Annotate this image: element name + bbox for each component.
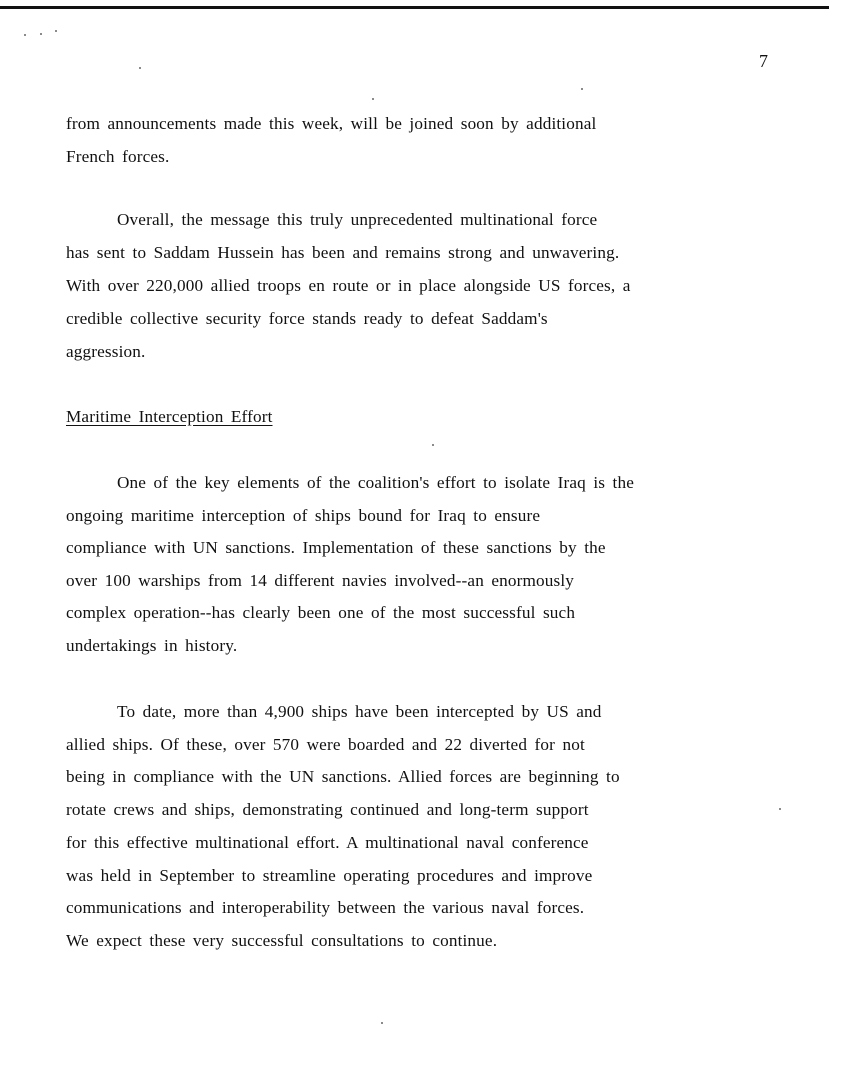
scan-speck [372, 98, 374, 100]
text-line: for this effective multinational effort. A multinational naval conference [66, 833, 589, 852]
scan-speck [24, 34, 26, 36]
scan-speck [381, 1022, 383, 1024]
text-line: over 100 warships from 14 different navies involved--an enormously [66, 571, 575, 590]
text-line: ongoing maritime interception of ships bound for Iraq to ensure [66, 506, 541, 525]
text-line: credible collective security force stands ready to defeat Saddam's [66, 309, 548, 328]
text-line: allied ships. Of these, over 570 were boarded and 22 diverted for not [66, 735, 585, 754]
scan-speck [581, 88, 583, 90]
text-line: compliance with UN sanctions. Implementation of these sanctions by the [66, 538, 606, 557]
text-line: was held in September to streamline operating procedures and improve [66, 866, 593, 885]
text-line: complex operation--has clearly been one of the most successful such [66, 603, 576, 622]
text-line: To date, more than 4,900 ships have been intercepted by US and [117, 702, 602, 721]
scan-speck [432, 444, 434, 446]
scan-speck [139, 67, 141, 69]
section-heading: Maritime Interception Effort [66, 407, 273, 426]
text-line: undertakings in history. [66, 636, 238, 655]
scan-speck [779, 808, 781, 810]
text-line: from announcements made this week, will be joined soon by additional [66, 114, 597, 133]
scan-speck [55, 30, 57, 32]
text-line: being in compliance with the UN sanctions. Allied forces are beginning to [66, 767, 620, 786]
page-number: 7 [759, 51, 768, 71]
text-line: French forces. [66, 147, 170, 166]
text-line: One of the key elements of the coalition's effort to isolate Iraq is the [117, 473, 634, 492]
top-rule [0, 6, 829, 9]
text-line: has sent to Saddam Hussein has been and remains strong and unwavering. [66, 243, 620, 262]
text-line: Overall, the message this truly unprecedented multinational force [117, 210, 598, 229]
text-line: With over 220,000 allied troops en route or in place alongside US forces, a [66, 276, 631, 295]
text-line: We expect these very successful consultations to continue. [66, 931, 498, 950]
text-line: rotate crews and ships, demonstrating continued and long-term support [66, 800, 589, 819]
scan-speck [40, 33, 42, 35]
text-line: communications and interoperability between the various naval forces. [66, 898, 585, 917]
text-line: aggression. [66, 342, 146, 361]
